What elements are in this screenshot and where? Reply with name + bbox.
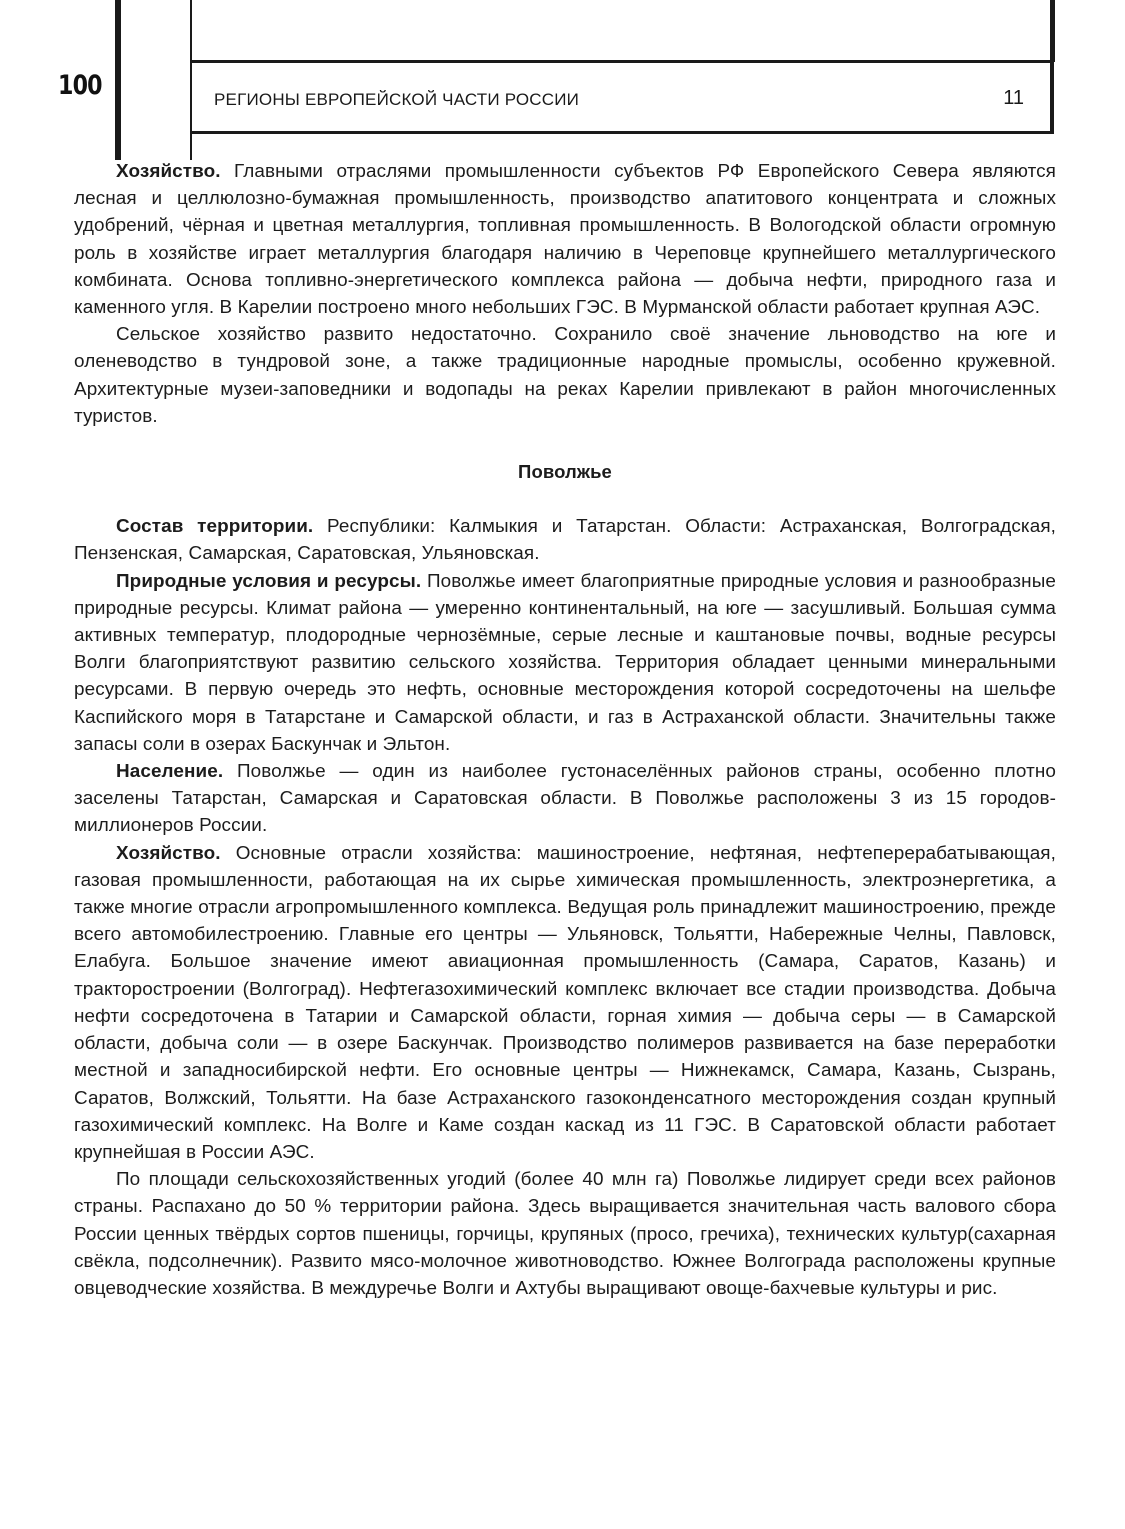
volga-economy-label: Хозяйство. — [116, 842, 221, 864]
running-title: РЕГИОНЫ ЕВРОПЕЙСКОЙ ЧАСТИ РОССИИ — [214, 90, 580, 109]
volga-nature-text: Поволжье имеет благоприятные природные условия и разнообразные природные ресурсы. Климат района — умеренно континентальный, на юге — засушливый. Большая сумма активных температур, плодородные чернозёмные, серые лесные и каштановые почвы, водные ресурсы Волги благоприятствуют развитию сельского хозяйства. Территория обладает ценными минеральными ресурсами. В первую очередь это нефть, основные месторождения которой сосредоточены на шельфе Каспийского моря в Татарстане и Самарской области, и газ в Астраханской области. Значительны также запасы соли в озерах Баскунчак и Эльтон. — [74, 570, 1056, 755]
section-heading-volga: Поволжье — [518, 461, 612, 483]
page-number: 100 — [58, 70, 102, 101]
volga-population-label: Население. — [116, 761, 224, 783]
volga-territory-paragraph — [74, 513, 1056, 567]
page-body — [74, 158, 1056, 1302]
right-vertical-rule — [1050, 0, 1055, 62]
north-economy-paragraph — [74, 158, 1056, 321]
running-header — [190, 60, 1054, 134]
volga-population-paragraph — [74, 758, 1056, 840]
volga-nature-paragraph — [74, 568, 1056, 758]
volga-economy-text: Основные отрасли хозяйства: машиностроение, нефтяная, нефтеперерабатывающая, газовая промышленности, работающая на их сырье химическая промышленность, электроэнергетика, а также многие отрасли агропромышленного комплекса. Ведущая роль принадлежит машиностроению, прежде всего автомобилестроению. Главные его центры — Ульяновск, Тольятти, Набережные Челны, Павловск, Елабуга. Большое значение имеют авиационная промышленность (Самара, Саратов, Казань) и тракторостроении (Волгоград). Нефтегазохимический комплекс включает все стадии производства. Добыча нефти сосредоточена в Татарии и Самарской области, горная химия — добыча серы — в Самарской области, добыча соли — в озере Баскунчак. Производство полимеров развивается на базе переработки местной и западносибирской нефти. Его основные центры — Нижнекамск, Самара, Казань, Сызрань, Саратов, Волжский, Тольятти. На базе Астраханского газоконденсатного месторождения создан крупный газохимический комплекс. На Волге и Каме создан каскад из 11 ГЭС. В Саратовской области работает крупнейшая в России АЭС. — [74, 842, 1056, 1163]
volga-agriculture-paragraph: По площади сельскохозяйственных угодий (более 40 млн га) Поволжье лидирует среди всех районов страны. Распахано до 50 % территории района. Здесь выращивается значительная часть валового сбора России ценных твёрдых сортов пшеницы, горчицы, крупяных (просо, гречиха), технических культур(сахарная свёкла, подсолнечник). Развито мясо-молочное животноводство. Южнее Волгограда расположены крупные овцеводческие хозяйства. В междуречье Волги и Ахтубы выращивают овоще-бахчевые культуры и рис. — [74, 1169, 1056, 1299]
volga-territory-label: Состав территории. — [116, 516, 314, 538]
volga-economy-paragraph — [74, 840, 1056, 1166]
north-economy-label: Хозяйство. — [116, 161, 221, 182]
chapter-number: 11 — [1003, 87, 1024, 109]
north-economy-text: Главными отраслями промышленности субъектов РФ Европейского Севера являются лесная и целлюлозно-бумажная промышленность, производство апатитового концентрата и сложных удобрений, чёрная и цветная металлургия, топливная промышленность. В Вологодской области огромную роль в хозяйстве играет металлургия благодаря наличию в Череповце крупнейшего металлургического комбината. Основа топливно-энергетического комплекса района — добыча нефти, природного газа и каменного угля. В Карелии построено много небольших ГЭС. В Мурманской области работает крупная АЭС. — [74, 161, 1056, 319]
volga-nature-label: Природные условия и ресурсы. — [116, 570, 422, 592]
volga-territory-text: Республики: Калмыкия и Татарстан. Области: Астраханская, Волгоградская, Пензенская, Самарская, Саратовская, Ульяновская. — [74, 516, 1056, 565]
north-agriculture-paragraph: Сельское хозяйство развито недостаточно. Сохранило своё значение льноводство на юге и оленеводство в тундровой зоне, а также традиционные народные промыслы, особенно кружевной. Архитектурные музеи-заповедники и водопады на реках Карелии привлекают в район многочисленных туристов. — [74, 324, 1056, 427]
volga-population-text: Поволжье — один из наиболее густонаселённых районов страны, особенно плотно заселены Татарстан, Самарская и Саратовская области. В Поволжье расположены 3 из 15 городов-миллионеров России. — [74, 761, 1056, 837]
left-vertical-rule — [115, 0, 121, 160]
